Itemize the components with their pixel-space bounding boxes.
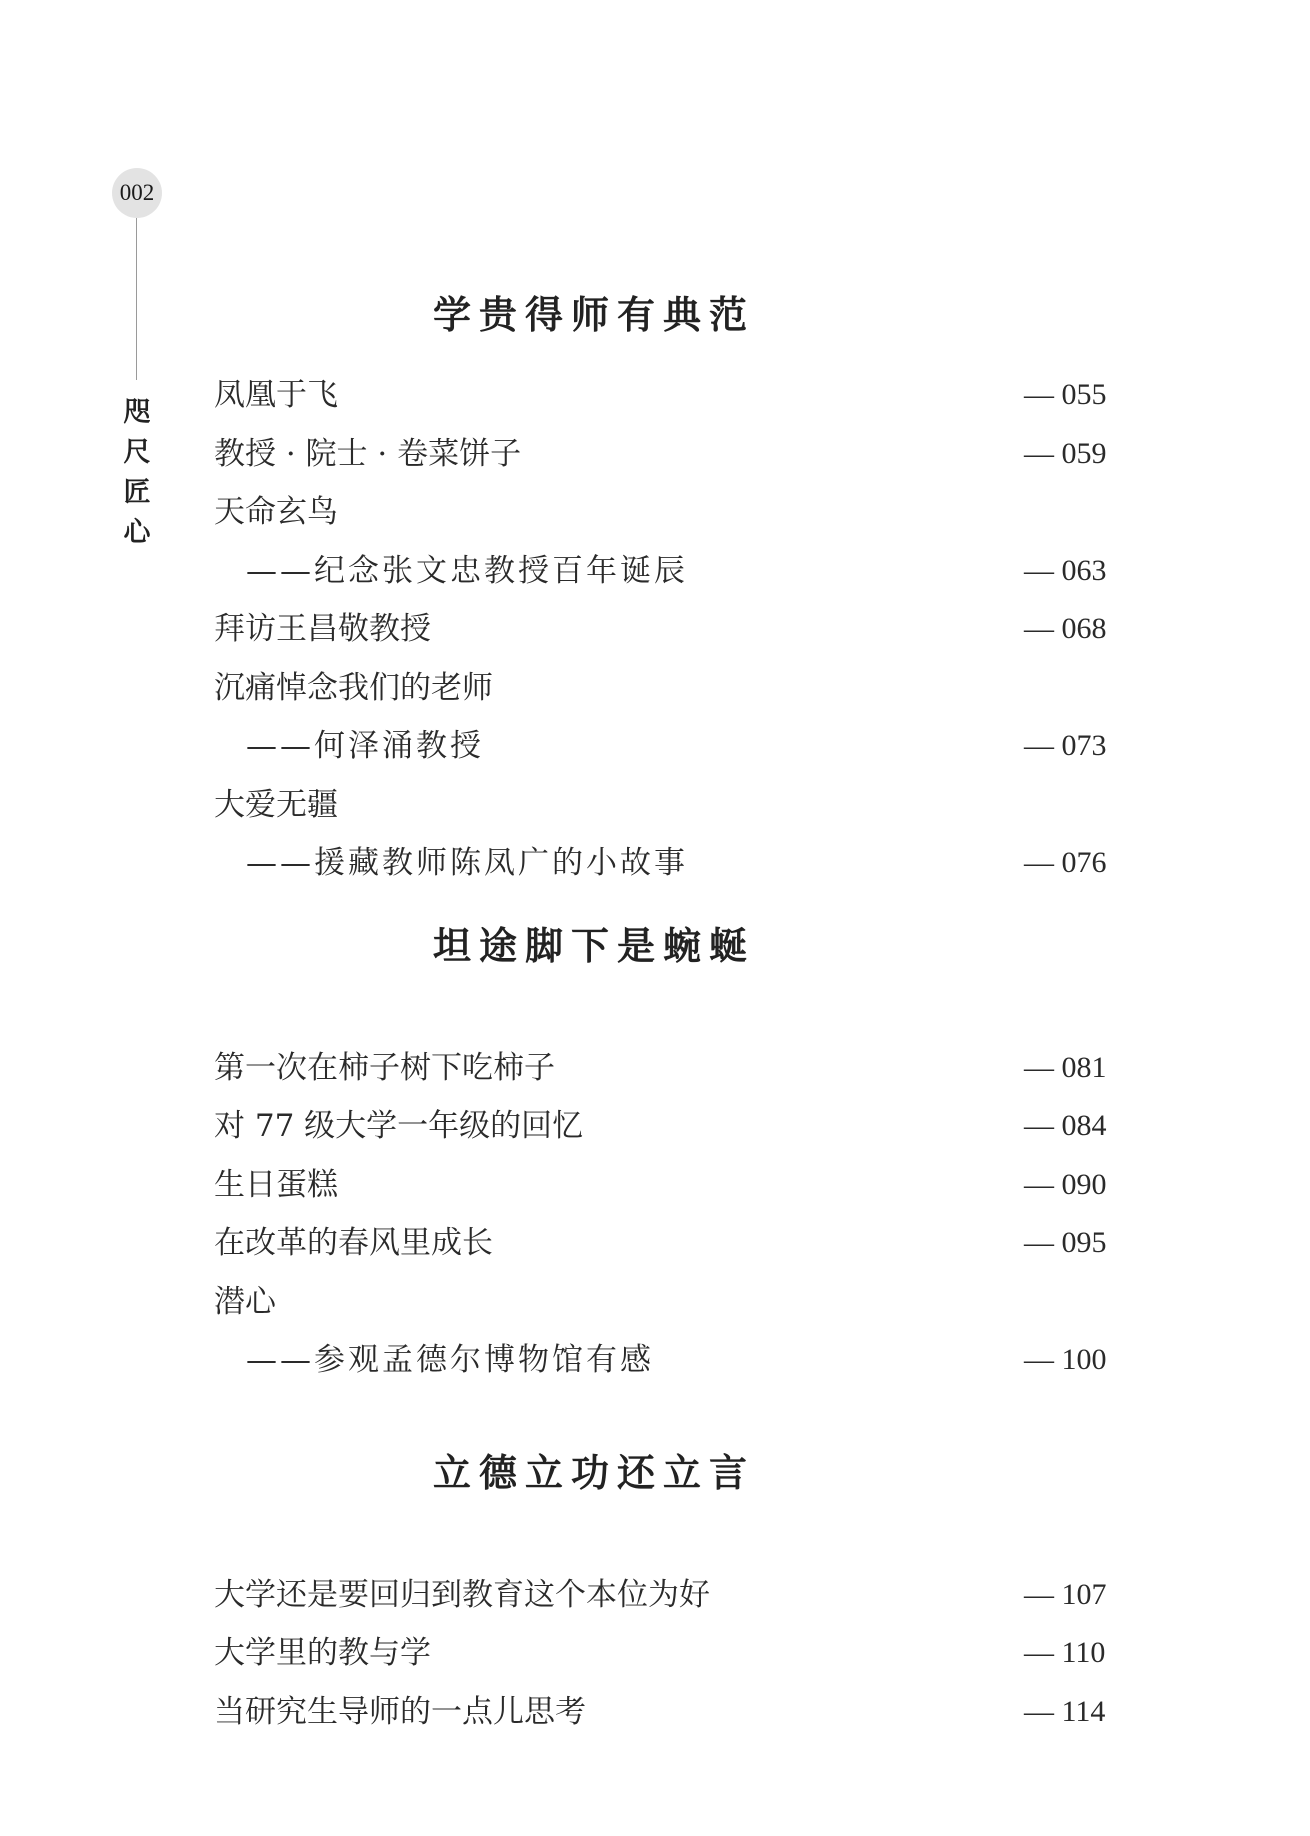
entry-page: — 100 <box>1024 1343 1107 1376</box>
toc-entry[interactable] <box>214 1156 1114 1215</box>
entry-page: — 073 <box>1024 729 1107 762</box>
toc-entry-subtitle[interactable] <box>214 542 1114 601</box>
entry-title: 沉痛悼念我们的老师 <box>214 669 493 706</box>
toc-entry[interactable] <box>214 776 1114 835</box>
entry-title: 教授 · 院士 · 卷菜饼子 <box>214 435 522 472</box>
entry-title: 对 77 级大学一年级的回忆 <box>214 1108 584 1144</box>
entry-page: — 068 <box>1024 612 1107 645</box>
entry-title: 在改革的春风里成长 <box>214 1225 493 1261</box>
entry-page: — 110 <box>1024 1636 1106 1669</box>
book-title-char: 咫 <box>123 397 151 428</box>
book-title-char: 心 <box>123 517 151 548</box>
toc-entry-subtitle[interactable] <box>214 834 1114 893</box>
toc-entry-subtitle[interactable] <box>214 1331 1114 1390</box>
entry-title: 拜访王昌敬教授 <box>214 611 431 647</box>
entry-subtitle: ——纪念张文忠教授百年诞辰 <box>246 552 688 589</box>
entry-title: 天命玄鸟 <box>214 494 338 530</box>
entry-subtitle: ——何泽涌教授 <box>246 728 484 764</box>
toc-entry[interactable] <box>214 1683 1114 1742</box>
section-title: 立德立功还立言 <box>432 1449 755 1495</box>
entry-page: — 084 <box>1024 1109 1107 1142</box>
toc-entry-subtitle[interactable] <box>214 717 1114 776</box>
entry-subtitle: ——援藏教师陈凤广的小故事 <box>246 845 688 881</box>
entry-title: 大学还是要回归到教育这个本位为好 <box>214 1576 710 1613</box>
toc-section <box>214 280 1114 893</box>
entry-title: 潜心 <box>214 1283 276 1320</box>
section-title: 学贵得师有典范 <box>432 292 755 337</box>
entry-title: 凤凰于飞 <box>214 377 338 413</box>
entry-page: — 063 <box>1024 553 1107 587</box>
toc-section <box>214 911 1114 1390</box>
entry-page: — 076 <box>1024 846 1107 879</box>
entry-title: 生日蛋糕 <box>214 1166 338 1203</box>
entry-title: 大学里的教与学 <box>214 1635 431 1671</box>
side-rule <box>136 218 137 380</box>
section-title: 坦途脚下是蜿蜒 <box>432 922 755 968</box>
entry-page: — 090 <box>1024 1167 1107 1201</box>
entry-page: — 107 <box>1024 1577 1107 1611</box>
entry-title: 第一次在柿子树下吃柿子 <box>214 1049 555 1086</box>
table-of-contents <box>214 280 1114 1741</box>
entry-page: — 114 <box>1024 1694 1106 1728</box>
toc-entry[interactable] <box>214 425 1114 484</box>
entry-title: 大爱无疆 <box>214 786 338 823</box>
entry-subtitle: ——参观孟德尔博物馆有感 <box>246 1342 654 1378</box>
toc-entry[interactable] <box>214 1214 1114 1273</box>
book-title-vertical <box>122 393 152 553</box>
toc-entry[interactable] <box>214 1097 1114 1156</box>
entry-page: — 055 <box>1024 378 1107 411</box>
toc-entry[interactable] <box>214 659 1114 718</box>
entry-page: — 059 <box>1024 436 1107 470</box>
book-title-char: 尺 <box>123 437 151 468</box>
entry-page: — 095 <box>1024 1226 1107 1259</box>
page-number-badge: 002 <box>112 168 162 218</box>
toc-entry[interactable] <box>214 366 1114 425</box>
entry-title: 当研究生导师的一点儿思考 <box>214 1693 586 1730</box>
toc-entry[interactable] <box>214 1624 1114 1683</box>
entry-page: — 081 <box>1024 1050 1107 1084</box>
toc-section <box>214 1438 1114 1742</box>
toc-entry[interactable] <box>214 1273 1114 1332</box>
book-title-char: 匠 <box>123 477 151 508</box>
toc-entry[interactable] <box>214 483 1114 542</box>
toc-entry[interactable] <box>214 600 1114 659</box>
toc-entry[interactable] <box>214 1566 1114 1625</box>
toc-entry[interactable] <box>214 1039 1114 1098</box>
